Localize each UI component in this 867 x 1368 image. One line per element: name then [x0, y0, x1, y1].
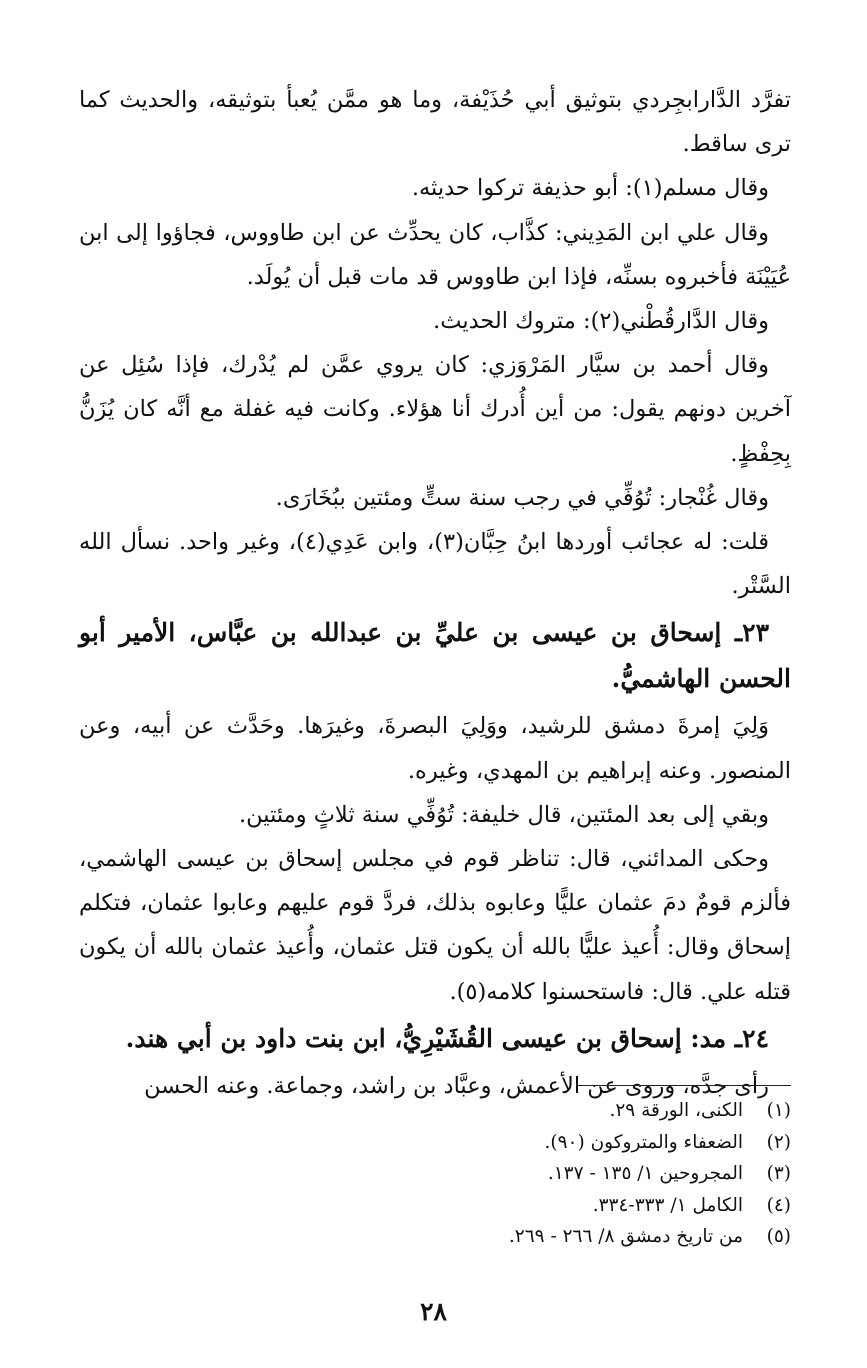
footnote: [79, 1158, 791, 1190]
paragraph: قلت: له عجائب أوردها ابنُ حِبَّان(٣)، وابن عَدِي(٤)، وغير واحد. نسأل الله السَّتْر.: [79, 529, 791, 600]
paragraph: وبقي إلى بعد المئتين، قال خليفة: تُوُفِّي سنة ثلاثٍ ومئتين.: [239, 801, 769, 828]
footnote-text: الكنى، الورقة ٢٩.: [609, 1100, 743, 1121]
entry-heading: ٢٤ـ مد: إسحاق بن عيسى القُشَيْرِيُّ، ابن بنت داود بن أبي هند.: [125, 1023, 769, 1053]
paragraph: وقال علي ابن المَدِيني: كذَّاب، كان يحدِّث عن ابن طاووس، فجاؤوا إلى ابن عُيَيْنَة فأخبروه بسنِّه، فإذا ابن طاووس قد مات قبل أن يُولَد.: [79, 219, 791, 290]
footnote-text: المجروحين ١/ ١٣٥ - ١٣٧.: [547, 1163, 743, 1184]
paragraph: رأى جدَّه، وروى عن الأعمش، وعبَّاد بن راشد، وجماعة. وعنه الحسن: [144, 1072, 769, 1099]
footnote-number: (٤): [766, 1194, 791, 1216]
paragraph: وحكى المدائني، قال: تناظر قوم في مجلس إسحاق بن عيسى الهاشمي، فألزم قومٌ دمَ عثمان عليًّا وعابوه بذلك، فردَّ قوم عليهم وعابوا عثمان، فتكلم إسحاق وقال: أُعيذ عليًّا بالله أن يكون قتل عثمان، وأُعيذ عثمان بالله أن يكون قتله علي. قال: فاستحسنوا كلامه(٥).: [79, 846, 791, 1005]
footnote-text: من تاريخ دمشق ٨/ ٢٦٦ - ٢٦٩.: [508, 1226, 743, 1247]
footnote-number: (٢): [766, 1131, 791, 1153]
footnote: [79, 1095, 791, 1127]
page-number: ٢٨: [420, 1297, 447, 1326]
paragraph: وقال مسلم(١): أبو حذيفة تركوا حديثه.: [411, 175, 769, 202]
footnote: [79, 1221, 791, 1253]
paragraph: وقال أحمد بن سيَّار المَرْوَزي: كان يروي عمَّن لم يُدْرك، فإذا سُئِل عن آخرين دونهم يقول: من أين أُدرك أنا هؤلاء. وكانت فيه غفلة مع أنَّه كان يُزَنُّ بِحِفْظٍ.: [79, 352, 791, 467]
main-text: [79, 78, 791, 1108]
footnote-text: الضعفاء والمتروكون (٩٠).: [544, 1131, 743, 1153]
footnote-number: (١): [766, 1100, 791, 1121]
footnote-number: (٥): [766, 1226, 791, 1247]
paragraph: وَلِيَ إمرةَ دمشق للرشيد، ووَلِيَ البصرةَ، وغيرَها. وحَدَّث عن أبيه، وعن المنصور. وعنه إبراهيم بن المهدي، وغيره.: [79, 713, 791, 784]
paragraph: وقال الدَّارقُطْني(٢): متروك الحديث.: [433, 308, 769, 335]
footnote: [79, 1190, 791, 1222]
footnote-divider: [577, 1085, 791, 1086]
paragraph: وقال غُنْجار: تُوُفِّي في رجب سنة ستٍّ ومئتين ببُخَارَى.: [275, 484, 769, 511]
entry-heading: ٢٣ـ إسحاق بن عيسى بن عليِّ بن عبدالله بن عبَّاس، الأمير أبو الحسن الهاشميُّ.: [79, 618, 791, 694]
paragraph: تفرَّد الدَّارابجِردي بتوثيق أبي حُذَيْفة، وما هو ممَّن يُعبأ بتوثيقه، والحديث كما ترى ساقط.: [79, 87, 791, 158]
footnote-number: (٣): [766, 1163, 791, 1184]
footnote: [79, 1127, 791, 1159]
footnote-text: الكامل ١/ ٣٣٣-٣٣٤.: [592, 1194, 743, 1216]
footnotes: [79, 1095, 791, 1253]
